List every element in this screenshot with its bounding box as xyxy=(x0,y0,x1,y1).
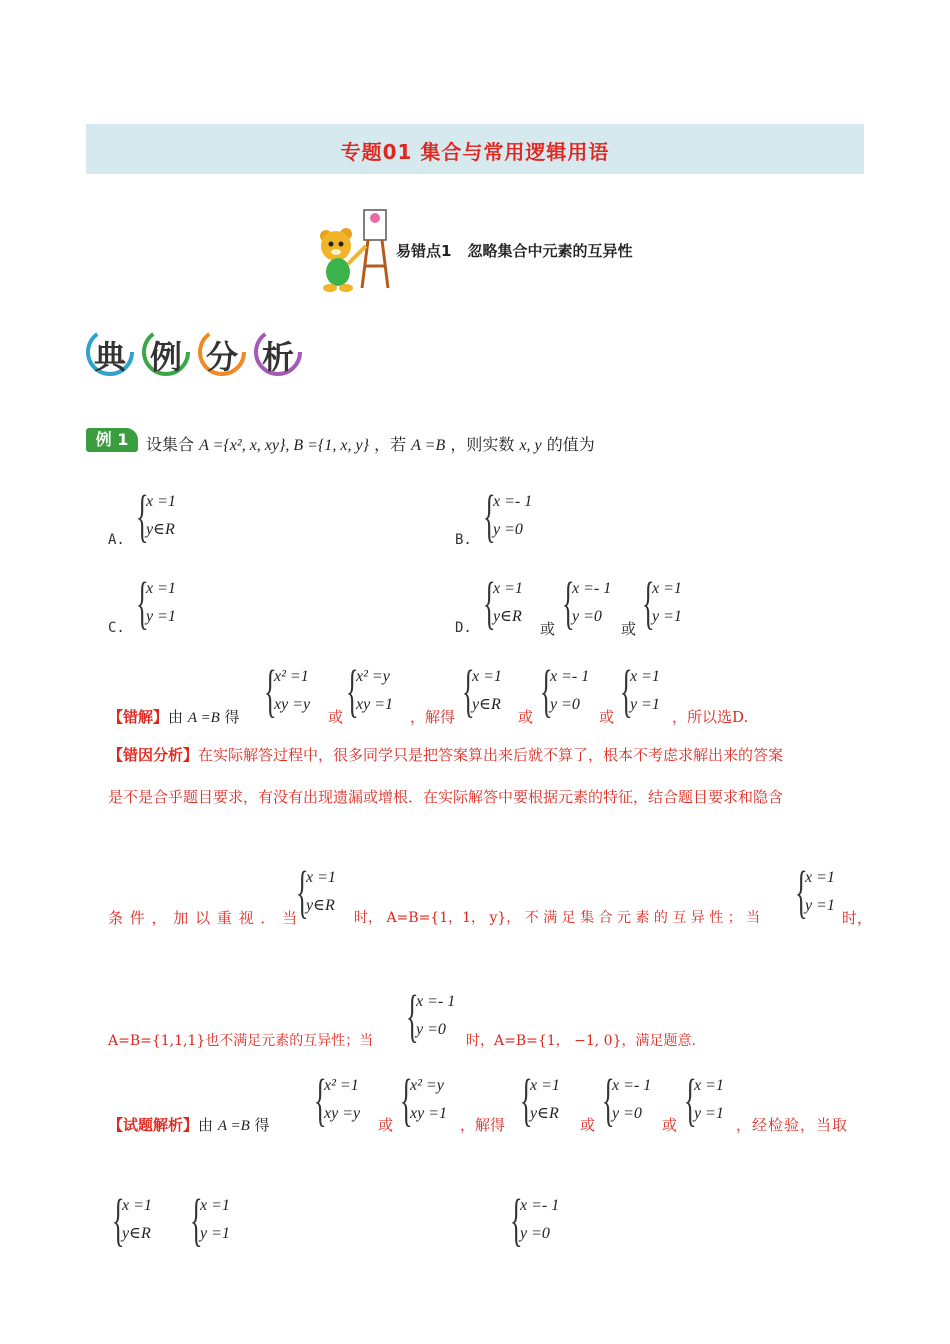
example-badge: 例 1 xyxy=(86,428,138,452)
page-title: 专题01 集合与常用逻辑用语 xyxy=(340,140,610,164)
option-d-or-1: 或 xyxy=(540,620,556,638)
example-question: 设集合 A ={x², x, xy}, B ={1, x, y} ，若 A =B ，则实数 x, y 的值为 xyxy=(146,435,595,454)
option-c-label: C. xyxy=(108,620,125,636)
error-analysis-line-3-middle: 时， A=B={1，1， y}， 不 满 足 集 合 元 素 的 互 异 性 ； 当 xyxy=(354,910,761,926)
option-a-label: A. xyxy=(108,532,125,548)
wrong-or-3: 或 xyxy=(599,708,615,726)
bear-mascot-illustration xyxy=(316,206,396,294)
solution-check-text: ，经检验，当取 xyxy=(736,1116,849,1134)
section-char-1: 典 xyxy=(86,326,138,378)
wrong-or-1: 或 xyxy=(328,708,344,726)
title-banner xyxy=(86,124,864,174)
section-char-2: 例 xyxy=(142,326,194,378)
wrong-solve-label: ，解得 xyxy=(410,708,456,726)
solution-or-2: 或 xyxy=(580,1116,596,1134)
solution-solve-label: ，解得 xyxy=(460,1116,506,1134)
section-char-4: 析 xyxy=(254,326,306,378)
option-d-or-2: 或 xyxy=(621,620,637,638)
error-analysis-line-4-start: A=B={1,1,1}也不满足元素的互异性；当 xyxy=(108,1033,374,1049)
error-analysis-line-1: 【错因分析】在实际解答过程中，很多同学只是把答案算出来后就不算了，根本不考虑求解出来的答案 xyxy=(108,746,784,764)
error-point-heading xyxy=(396,240,632,261)
error-point-number: 易错点1 xyxy=(396,242,452,260)
wrong-solution-prefix: 【错解】由 A =B 得 xyxy=(108,708,240,726)
error-analysis-line-4-end: 时，A=B={1， −1, 0}，满足题意. xyxy=(466,1033,696,1049)
error-analysis-line-2: 是不是合乎题目要求，有没有出现遗漏或增根．在实际解答中要根据元素的特征，结合题目要求和隐含 xyxy=(108,788,784,806)
section-heading-example-analysis xyxy=(86,326,306,384)
wrong-or-2: 或 xyxy=(518,708,534,726)
error-analysis-line-3-end: 时， xyxy=(842,909,873,927)
solution-or-3: 或 xyxy=(662,1116,678,1134)
solution-or-1: 或 xyxy=(378,1116,394,1134)
wrong-conclusion: ，所以选D. xyxy=(672,708,749,726)
option-b-label: B. xyxy=(455,532,472,548)
error-point-title: 忽略集合中元素的互异性 xyxy=(467,242,633,260)
option-d-label: D. xyxy=(455,620,472,636)
section-char-3: 分 xyxy=(198,326,250,378)
error-analysis-line-3-start: 条 件 ， 加 以 重 视 ． 当 xyxy=(108,909,299,927)
solution-prefix: 【试题解析】由 A =B 得 xyxy=(108,1116,270,1134)
